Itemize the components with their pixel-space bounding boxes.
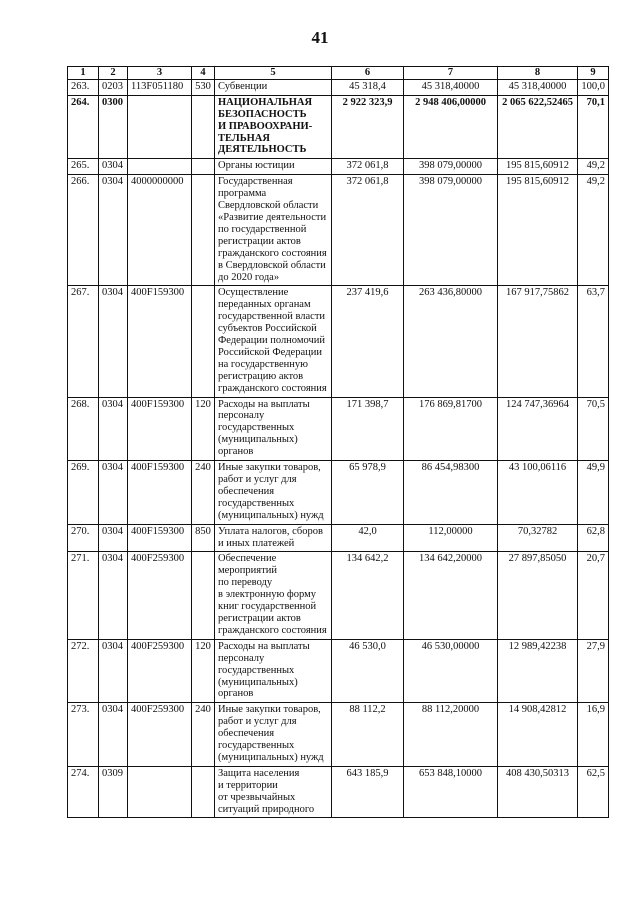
row-number-cell: 271.	[68, 552, 99, 639]
col-header-9: 9	[578, 67, 609, 80]
item-name-cell: Защита населения и территории от чрезвычайных ситуаций природного	[215, 766, 332, 818]
section-code-cell: 0304	[99, 397, 128, 461]
col-header-4: 4	[192, 67, 215, 80]
row-number-cell: 274.	[68, 766, 99, 818]
row-number-cell: 273.	[68, 703, 99, 767]
col-header-2: 2	[99, 67, 128, 80]
revised-amount-cell: 134 642,20000	[404, 552, 498, 639]
target-article-cell: 4000000000	[128, 175, 192, 286]
executed-amount-cell: 12 989,42238	[498, 639, 578, 703]
target-article-cell: 400F259300	[128, 552, 192, 639]
approved-amount-cell: 643 185,9	[332, 766, 404, 818]
budget-table	[67, 66, 609, 818]
revised-amount-cell: 398 079,00000	[404, 175, 498, 286]
row-number-cell: 269.	[68, 461, 99, 525]
target-article-cell: 400F259300	[128, 703, 192, 767]
table-row	[68, 286, 609, 397]
execution-percent-cell: 20,7	[578, 552, 609, 639]
section-code-cell: 0304	[99, 552, 128, 639]
col-header-6: 6	[332, 67, 404, 80]
item-name-cell: Осуществление переданных органам государственной власти субъектов Российской Федерации полномочий Российской Федерации на государственную регистрацию актов гражданского состояния	[215, 286, 332, 397]
row-number-cell: 263.	[68, 79, 99, 95]
section-code-cell: 0304	[99, 703, 128, 767]
target-article-cell	[128, 159, 192, 175]
approved-amount-cell: 372 061,8	[332, 159, 404, 175]
approved-amount-cell: 65 978,9	[332, 461, 404, 525]
executed-amount-cell: 195 815,60912	[498, 175, 578, 286]
target-article-cell: 400F159300	[128, 286, 192, 397]
execution-percent-cell: 16,9	[578, 703, 609, 767]
expense-type-cell: 120	[192, 639, 215, 703]
revised-amount-cell: 176 869,81700	[404, 397, 498, 461]
revised-amount-cell: 46 530,00000	[404, 639, 498, 703]
approved-amount-cell: 171 398,7	[332, 397, 404, 461]
col-header-7: 7	[404, 67, 498, 80]
item-name-cell: Субвенции	[215, 79, 332, 95]
table-body	[68, 79, 609, 818]
item-name-cell: Расходы на выплаты персоналу государственных (муниципальных) органов	[215, 397, 332, 461]
table-row	[68, 79, 609, 95]
col-header-8: 8	[498, 67, 578, 80]
expense-type-cell	[192, 766, 215, 818]
approved-amount-cell: 46 530,0	[332, 639, 404, 703]
executed-amount-cell: 43 100,06116	[498, 461, 578, 525]
executed-amount-cell: 70,32782	[498, 524, 578, 552]
item-name-cell: Уплата налогов, сборов и иных платежей	[215, 524, 332, 552]
item-name-cell: Иные закупки товаров, работ и услуг для обеспечения государственных (муниципальных) нужд	[215, 461, 332, 525]
table-row	[68, 175, 609, 286]
approved-amount-cell: 42,0	[332, 524, 404, 552]
revised-amount-cell: 263 436,80000	[404, 286, 498, 397]
expense-type-cell: 240	[192, 461, 215, 525]
item-name-cell: Иные закупки товаров, работ и услуг для обеспечения государственных (муниципальных) нужд	[215, 703, 332, 767]
table-row	[68, 639, 609, 703]
approved-amount-cell: 88 112,2	[332, 703, 404, 767]
executed-amount-cell: 124 747,36964	[498, 397, 578, 461]
approved-amount-cell: 372 061,8	[332, 175, 404, 286]
section-code-cell: 0309	[99, 766, 128, 818]
target-article-cell	[128, 766, 192, 818]
approved-amount-cell: 45 318,4	[332, 79, 404, 95]
section-code-cell: 0304	[99, 286, 128, 397]
item-name-cell: Государственная программа Свердловской области «Развитие деятельности по государственной регистрации актов гражданского состояния в Свердловской области до 2020 года»	[215, 175, 332, 286]
section-code-cell: 0304	[99, 461, 128, 525]
expense-type-cell	[192, 175, 215, 286]
table-header-row	[68, 67, 609, 80]
table-row	[68, 95, 609, 159]
col-header-3: 3	[128, 67, 192, 80]
row-number-cell: 268.	[68, 397, 99, 461]
target-article-cell: 400F159300	[128, 397, 192, 461]
target-article-cell: 400F159300	[128, 461, 192, 525]
execution-percent-cell: 70,1	[578, 95, 609, 159]
expense-type-cell: 240	[192, 703, 215, 767]
page-number: 41	[311, 28, 329, 47]
revised-amount-cell: 398 079,00000	[404, 159, 498, 175]
row-number-cell: 270.	[68, 524, 99, 552]
table-row	[68, 552, 609, 639]
executed-amount-cell: 167 917,75862	[498, 286, 578, 397]
revised-amount-cell: 112,00000	[404, 524, 498, 552]
revised-amount-cell: 86 454,98300	[404, 461, 498, 525]
executed-amount-cell: 195 815,60912	[498, 159, 578, 175]
expense-type-cell: 530	[192, 79, 215, 95]
expense-type-cell	[192, 95, 215, 159]
revised-amount-cell: 653 848,10000	[404, 766, 498, 818]
target-article-cell: 400F259300	[128, 639, 192, 703]
row-number-cell: 267.	[68, 286, 99, 397]
table-row	[68, 703, 609, 767]
expense-type-cell	[192, 159, 215, 175]
col-header-5: 5	[215, 67, 332, 80]
item-name-cell: Органы юстиции	[215, 159, 332, 175]
item-name-cell: Расходы на выплаты персоналу государственных (муниципальных) органов	[215, 639, 332, 703]
section-code-cell: 0203	[99, 79, 128, 95]
col-header-1: 1	[68, 67, 99, 80]
executed-amount-cell: 408 430,50313	[498, 766, 578, 818]
section-code-cell: 0304	[99, 175, 128, 286]
execution-percent-cell: 62,8	[578, 524, 609, 552]
execution-percent-cell: 49,2	[578, 175, 609, 286]
execution-percent-cell: 49,2	[578, 159, 609, 175]
executed-amount-cell: 27 897,85050	[498, 552, 578, 639]
execution-percent-cell: 27,9	[578, 639, 609, 703]
execution-percent-cell: 63,7	[578, 286, 609, 397]
revised-amount-cell: 2 948 406,00000	[404, 95, 498, 159]
table-row	[68, 524, 609, 552]
row-number-cell: 272.	[68, 639, 99, 703]
revised-amount-cell: 45 318,40000	[404, 79, 498, 95]
table-row	[68, 766, 609, 818]
executed-amount-cell: 45 318,40000	[498, 79, 578, 95]
expense-type-cell: 850	[192, 524, 215, 552]
execution-percent-cell: 62,5	[578, 766, 609, 818]
section-code-cell: 0304	[99, 524, 128, 552]
expense-type-cell	[192, 286, 215, 397]
execution-percent-cell: 70,5	[578, 397, 609, 461]
approved-amount-cell: 2 922 323,9	[332, 95, 404, 159]
item-name-cell: НАЦИОНАЛЬНАЯ БЕЗОПАСНОСТЬ И ПРАВООХРАНИ- ТЕЛЬНАЯ ДЕЯТЕЛЬНОСТЬ	[215, 95, 332, 159]
item-name-cell: Обеспечение мероприятий по переводу в электронную форму книг государственной регистрации актов гражданского состояния	[215, 552, 332, 639]
table-row	[68, 397, 609, 461]
execution-percent-cell: 100,0	[578, 79, 609, 95]
section-code-cell: 0300	[99, 95, 128, 159]
section-code-cell: 0304	[99, 159, 128, 175]
target-article-cell	[128, 95, 192, 159]
executed-amount-cell: 2 065 622,52465	[498, 95, 578, 159]
target-article-cell: 400F159300	[128, 524, 192, 552]
table-row	[68, 461, 609, 525]
revised-amount-cell: 88 112,20000	[404, 703, 498, 767]
executed-amount-cell: 14 908,42812	[498, 703, 578, 767]
row-number-cell: 265.	[68, 159, 99, 175]
row-number-cell: 264.	[68, 95, 99, 159]
execution-percent-cell: 49,9	[578, 461, 609, 525]
expense-type-cell: 120	[192, 397, 215, 461]
expense-type-cell	[192, 552, 215, 639]
table-row	[68, 159, 609, 175]
section-code-cell: 0304	[99, 639, 128, 703]
approved-amount-cell: 134 642,2	[332, 552, 404, 639]
row-number-cell: 266.	[68, 175, 99, 286]
target-article-cell: 113F051180	[128, 79, 192, 95]
approved-amount-cell: 237 419,6	[332, 286, 404, 397]
